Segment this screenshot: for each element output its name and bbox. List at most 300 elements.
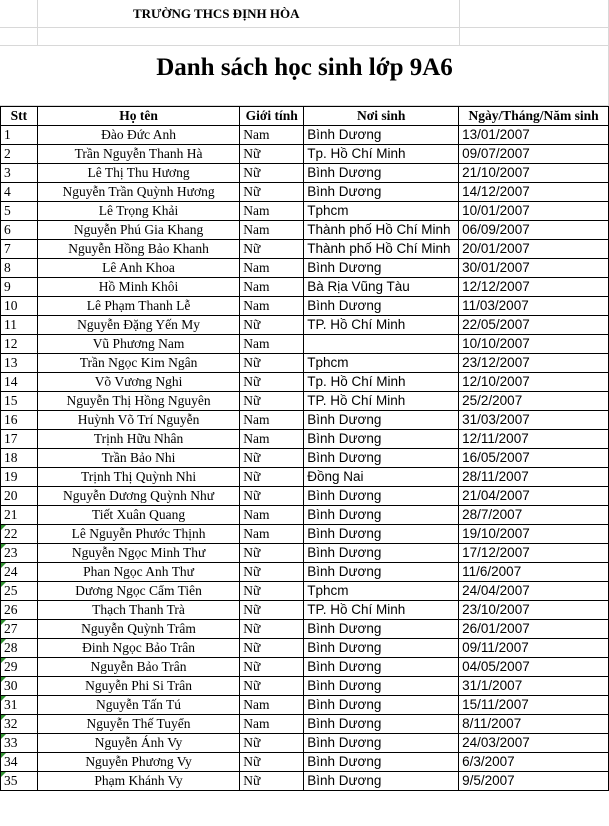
cell-birthplace[interactable]: [304, 487, 459, 506]
cell-gender[interactable]: [240, 753, 304, 772]
header-gender[interactable]: Giới tính: [240, 107, 304, 126]
cell-stt[interactable]: [1, 316, 38, 335]
cell-birthplace[interactable]: [304, 259, 459, 278]
cell-dob[interactable]: [459, 753, 609, 772]
cell-dob[interactable]: [459, 772, 609, 791]
header-birthplace[interactable]: Nơi sinh: [304, 107, 459, 126]
cell-dob[interactable]: [459, 677, 609, 696]
cell-birthplace[interactable]: [304, 506, 459, 525]
cell-name-text: Nguyễn Phương Vy: [85, 754, 192, 769]
cell-gender[interactable]: [240, 259, 304, 278]
cell-gender-text: Nữ: [243, 165, 261, 180]
cell-stt[interactable]: [1, 563, 38, 582]
cell-name-text: Đinh Ngọc Bảo Trân: [82, 640, 195, 655]
cell-gender[interactable]: [240, 373, 304, 392]
cell-stt[interactable]: [1, 259, 38, 278]
cell-stt[interactable]: [1, 601, 38, 620]
cell-birthplace-text: Bình Dương: [307, 564, 382, 579]
cell-dob-text: 09/07/2007: [462, 146, 530, 161]
cell-gender-text: Nữ: [243, 241, 261, 256]
cell-name[interactable]: [37, 544, 239, 563]
cell-dob[interactable]: [459, 430, 609, 449]
cell-birthplace-text: Thành phố Hồ Chí Minh: [307, 222, 451, 237]
cell-gender[interactable]: [240, 183, 304, 202]
cell-dob-text: 10/10/2007: [462, 336, 530, 351]
cell-dob[interactable]: [459, 563, 609, 582]
cell-birthplace-text: TP. Hồ Chí Minh: [307, 393, 406, 408]
header-dob[interactable]: Ngày/Tháng/Năm sinh: [459, 107, 609, 126]
cell-birthplace[interactable]: [304, 753, 459, 772]
cell-birthplace[interactable]: [304, 468, 459, 487]
cell-gender[interactable]: [240, 677, 304, 696]
cell-gender-text: Nữ: [243, 735, 261, 750]
cell-name[interactable]: [37, 221, 239, 240]
cell-dob[interactable]: [459, 639, 609, 658]
cell-birthplace[interactable]: [304, 525, 459, 544]
cell-gender[interactable]: [240, 354, 304, 373]
cell-birthplace[interactable]: [304, 544, 459, 563]
cell-gender-text: Nữ: [243, 678, 261, 693]
cell-name[interactable]: [37, 696, 239, 715]
cell-stt-text: 9: [4, 279, 11, 294]
cell-dob[interactable]: [459, 202, 609, 221]
cell-gender-text: Nữ: [243, 355, 261, 370]
cell-birthplace[interactable]: [304, 354, 459, 373]
cell-stt-text: 32: [4, 716, 18, 731]
cell-birthplace-text: Bình Dương: [307, 488, 382, 503]
cell-dob[interactable]: [459, 658, 609, 677]
cell-stt-text: 33: [4, 735, 18, 750]
cell-stt-text: 29: [4, 659, 18, 674]
cell-stt[interactable]: [1, 639, 38, 658]
table-row: [1, 715, 609, 734]
cell-gender-text: Nữ: [243, 184, 261, 199]
cell-name[interactable]: [37, 734, 239, 753]
cell-stt[interactable]: [1, 449, 38, 468]
cell-name[interactable]: [37, 563, 239, 582]
cell-birthplace[interactable]: [304, 620, 459, 639]
cell-gender[interactable]: [240, 392, 304, 411]
cell-stt[interactable]: [1, 734, 38, 753]
cell-dob[interactable]: [459, 715, 609, 734]
cell-name[interactable]: [37, 183, 239, 202]
error-indicator-icon[interactable]: [1, 772, 6, 777]
cell-name[interactable]: [37, 506, 239, 525]
cell-gender[interactable]: [240, 601, 304, 620]
cell-birthplace[interactable]: [304, 430, 459, 449]
table-row: [1, 145, 609, 164]
cell-stt[interactable]: [1, 544, 38, 563]
error-indicator-icon[interactable]: [1, 639, 6, 644]
error-indicator-icon[interactable]: [1, 544, 6, 549]
cell-birthplace[interactable]: [304, 677, 459, 696]
cell-dob-text: 20/01/2007: [462, 241, 530, 256]
cell-name[interactable]: [37, 335, 239, 354]
cell-birthplace-text: Bình Dương: [307, 450, 382, 465]
cell-dob-text: 06/09/2007: [462, 222, 530, 237]
cell-dob[interactable]: [459, 449, 609, 468]
table-row: [1, 297, 609, 316]
cell-gender-text: Nữ: [243, 659, 261, 674]
cell-name[interactable]: [37, 202, 239, 221]
cell-stt-text: 35: [4, 773, 18, 788]
cell-stt[interactable]: [1, 487, 38, 506]
cell-name[interactable]: [37, 278, 239, 297]
cell-birthplace-text: Tphcm: [307, 355, 349, 370]
cell-name-text: Trần Bảo Nhi: [101, 450, 176, 465]
table-row: [1, 164, 609, 183]
cell-stt[interactable]: [1, 335, 38, 354]
cell-dob[interactable]: [459, 601, 609, 620]
cell-birthplace[interactable]: [304, 373, 459, 392]
cell-stt-text: 16: [4, 412, 18, 427]
cell-stt[interactable]: [1, 221, 38, 240]
cell-stt[interactable]: [1, 525, 38, 544]
list-title: Danh sách học sinh lớp 9A6: [156, 54, 453, 81]
cell-name[interactable]: [37, 316, 239, 335]
cell-dob[interactable]: [459, 145, 609, 164]
cell-stt[interactable]: [1, 164, 38, 183]
cell-name[interactable]: [37, 715, 239, 734]
cell-stt[interactable]: [1, 715, 38, 734]
cell-stt[interactable]: [1, 468, 38, 487]
cell-gender[interactable]: [240, 639, 304, 658]
cell-stt[interactable]: [1, 126, 38, 145]
cell-name-text: Võ Vương Nghi: [94, 374, 183, 389]
cell-stt-text: 20: [4, 488, 18, 503]
cell-stt-text: 34: [4, 754, 18, 769]
cell-gender[interactable]: [240, 506, 304, 525]
cell-name[interactable]: [37, 639, 239, 658]
cell-dob[interactable]: [459, 278, 609, 297]
header-name[interactable]: Họ tên: [37, 107, 239, 126]
cell-birthplace[interactable]: [304, 639, 459, 658]
table-row: [1, 354, 609, 373]
cell-birthplace-text: Bình Dương: [307, 165, 382, 180]
cell-gender-text: Nữ: [243, 545, 261, 560]
table-row: [1, 240, 609, 259]
cell-dob[interactable]: [459, 582, 609, 601]
table-row: [1, 468, 609, 487]
cell-dob-text: 17/12/2007: [462, 545, 530, 560]
cell-birthplace-text: Đồng Nai: [307, 469, 364, 484]
cell-gender[interactable]: [240, 715, 304, 734]
cell-gender[interactable]: [240, 164, 304, 183]
cell-stt-text: 18: [4, 450, 18, 465]
cell-stt[interactable]: [1, 677, 38, 696]
cell-stt[interactable]: [1, 430, 38, 449]
cell-name-text: Nguyễn Trần Quỳnh Hương: [62, 184, 215, 199]
cell-dob-text: 13/01/2007: [462, 127, 530, 142]
cell-birthplace[interactable]: [304, 240, 459, 259]
cell-gender[interactable]: [240, 772, 304, 791]
cell-name[interactable]: [37, 468, 239, 487]
cell-stt[interactable]: [1, 696, 38, 715]
cell-birthplace[interactable]: [304, 772, 459, 791]
sheet-row-1: [0, 0, 609, 28]
cell-name[interactable]: [37, 411, 239, 430]
student-table: [0, 106, 609, 791]
cell-gender[interactable]: [240, 563, 304, 582]
cell-name[interactable]: [37, 145, 239, 164]
cell-name[interactable]: [37, 620, 239, 639]
cell-name[interactable]: [37, 259, 239, 278]
cell-dob[interactable]: [459, 373, 609, 392]
cell-stt[interactable]: [1, 620, 38, 639]
error-indicator-icon[interactable]: [1, 658, 6, 663]
cell-gender-text: Nữ: [243, 564, 261, 579]
cell-gender[interactable]: [240, 620, 304, 639]
cell-dob[interactable]: [459, 487, 609, 506]
cell-stt-text: 23: [4, 545, 18, 560]
cell-dob-text: 23/12/2007: [462, 355, 530, 370]
error-indicator-icon[interactable]: [1, 563, 6, 568]
cell-gender-text: Nữ: [243, 640, 261, 655]
cell-stt-text: 15: [4, 393, 18, 408]
cell-gender[interactable]: [240, 696, 304, 715]
cell-gender-text: Nam: [243, 697, 270, 712]
cell-birthplace-text: Bình Dương: [307, 507, 382, 522]
cell-name-text: Vũ Phương Nam: [92, 336, 185, 351]
cell-name-text: Phạm Khánh Vy: [94, 773, 183, 788]
table-row: [1, 126, 609, 145]
cell-name-text: Trịnh Thị Quỳnh Nhi: [80, 469, 197, 484]
cell-name[interactable]: [37, 487, 239, 506]
cell-stt[interactable]: [1, 354, 38, 373]
cell-name[interactable]: [37, 354, 239, 373]
table-row: [1, 696, 609, 715]
cell-gender[interactable]: [240, 126, 304, 145]
cell-stt[interactable]: [1, 658, 38, 677]
cell-name-text: Trần Nguyễn Thanh Hà: [74, 146, 203, 161]
cell-gender-text: Nam: [243, 336, 270, 351]
cell-birthplace[interactable]: [304, 278, 459, 297]
cell-gender[interactable]: [240, 145, 304, 164]
cell-stt[interactable]: [1, 145, 38, 164]
cell-name[interactable]: [37, 392, 239, 411]
cell-birthplace[interactable]: [304, 202, 459, 221]
cell-stt[interactable]: [1, 753, 38, 772]
cell-dob-text: 22/05/2007: [462, 317, 530, 332]
cell-dob[interactable]: [459, 221, 609, 240]
cell-birthplace[interactable]: [304, 392, 459, 411]
cell-gender-text: Nam: [243, 222, 270, 237]
cell-gender-text: Nữ: [243, 621, 261, 636]
table-row: [1, 392, 609, 411]
cell-birthplace-text: Tp. Hồ Chí Minh: [307, 146, 406, 161]
cell-name[interactable]: [37, 525, 239, 544]
cell-name-text: Nguyễn Tấn Tú: [96, 697, 182, 712]
cell-gender-text: Nữ: [243, 754, 261, 769]
table-row: [1, 772, 609, 791]
cell-birthplace[interactable]: [304, 715, 459, 734]
cell-birthplace-text: TP. Hồ Chí Minh: [307, 602, 406, 617]
cell-gender[interactable]: [240, 734, 304, 753]
cell-gender[interactable]: [240, 221, 304, 240]
cell-dob-text: 25/2/2007: [462, 393, 523, 408]
cell-birthplace-text: Bình Dương: [307, 260, 382, 275]
cell-gender[interactable]: [240, 468, 304, 487]
cell-dob-text: 09/11/2007: [462, 640, 529, 655]
cell-dob-text: 30/01/2007: [462, 260, 530, 275]
cell-birthplace[interactable]: [304, 316, 459, 335]
cell-stt-text: 12: [4, 336, 18, 351]
cell-dob-text: 12/10/2007: [462, 374, 530, 389]
cell-birthplace-text: Bà Rịa Vũng Tàu: [307, 279, 410, 294]
cell-name[interactable]: [37, 240, 239, 259]
cell-stt[interactable]: [1, 506, 38, 525]
cell-birthplace[interactable]: [304, 145, 459, 164]
cell-name-text: Nguyễn Phú Gia Khang: [73, 222, 204, 237]
cell-dob[interactable]: [459, 620, 609, 639]
cell-birthplace[interactable]: [304, 126, 459, 145]
header-stt[interactable]: Stt: [1, 107, 38, 126]
cell-name[interactable]: [37, 601, 239, 620]
cell-stt[interactable]: [1, 392, 38, 411]
cell-dob[interactable]: [459, 696, 609, 715]
table-row: [1, 601, 609, 620]
cell-stt[interactable]: [1, 373, 38, 392]
cell-birthplace-text: Bình Dương: [307, 678, 382, 693]
cell-birthplace[interactable]: [304, 734, 459, 753]
cell-dob[interactable]: [459, 183, 609, 202]
cell-birthplace[interactable]: [304, 582, 459, 601]
cell-gender-text: Nữ: [243, 146, 261, 161]
cell-birthplace[interactable]: [304, 164, 459, 183]
cell-dob[interactable]: [459, 240, 609, 259]
cell-birthplace[interactable]: [304, 563, 459, 582]
table-row: [1, 544, 609, 563]
cell-gender[interactable]: [240, 430, 304, 449]
cell-dob[interactable]: [459, 734, 609, 753]
cell-birthplace[interactable]: [304, 335, 459, 354]
cell-gender[interactable]: [240, 487, 304, 506]
cell-birthplace-text: Tphcm: [307, 203, 349, 218]
cell-name[interactable]: [37, 449, 239, 468]
cell-gender[interactable]: [240, 525, 304, 544]
error-indicator-icon[interactable]: [1, 620, 6, 625]
cell-birthplace-text: Bình Dương: [307, 640, 382, 655]
cell-gender[interactable]: [240, 582, 304, 601]
error-indicator-icon[interactable]: [1, 582, 6, 587]
cell-gender[interactable]: [240, 335, 304, 354]
cell-gender[interactable]: [240, 544, 304, 563]
cell-stt-text: 8: [4, 260, 11, 275]
cell-gender[interactable]: [240, 240, 304, 259]
cell-gender[interactable]: [240, 278, 304, 297]
table-row: [1, 753, 609, 772]
cell-name-text: Tiết Xuân Quang: [91, 507, 186, 522]
cell-name[interactable]: [37, 677, 239, 696]
cell-name[interactable]: [37, 582, 239, 601]
cell-gender[interactable]: [240, 202, 304, 221]
cell-dob[interactable]: [459, 164, 609, 183]
error-indicator-icon[interactable]: [1, 525, 6, 530]
cell-stt-text: 19: [4, 469, 18, 484]
cell-stt-text: 22: [4, 526, 18, 541]
cell-dob[interactable]: [459, 506, 609, 525]
cell-stt[interactable]: [1, 183, 38, 202]
cell-name-text: Nguyễn Bảo Trân: [90, 659, 187, 674]
error-indicator-icon[interactable]: [1, 734, 6, 739]
table-row: [1, 259, 609, 278]
cell-dob[interactable]: [459, 544, 609, 563]
sheet-row-2: [0, 28, 609, 46]
cell-dob[interactable]: [459, 126, 609, 145]
cell-dob[interactable]: [459, 411, 609, 430]
cell-name[interactable]: [37, 772, 239, 791]
cell-name[interactable]: [37, 373, 239, 392]
cell-birthplace[interactable]: [304, 696, 459, 715]
cell-dob[interactable]: [459, 354, 609, 373]
cell-dob-text: 31/03/2007: [462, 412, 530, 427]
cell-dob-text: 23/10/2007: [462, 602, 530, 617]
cell-dob[interactable]: [459, 335, 609, 354]
cell-name[interactable]: [37, 753, 239, 772]
cell-name-text: Lê Nguyễn Phước Thịnh: [71, 526, 206, 541]
cell-dob[interactable]: [459, 392, 609, 411]
cell-birthplace-text: Tp. Hồ Chí Minh: [307, 374, 406, 389]
cell-gender[interactable]: [240, 316, 304, 335]
cell-dob[interactable]: [459, 525, 609, 544]
cell-name[interactable]: [37, 297, 239, 316]
cell-gender[interactable]: [240, 658, 304, 677]
cell-birthplace[interactable]: [304, 183, 459, 202]
cell-name[interactable]: [37, 126, 239, 145]
cell-stt[interactable]: [1, 297, 38, 316]
cell-name[interactable]: [37, 164, 239, 183]
cell-stt-text: 25: [4, 583, 18, 598]
cell-birthplace[interactable]: [304, 658, 459, 677]
cell-dob[interactable]: [459, 297, 609, 316]
error-indicator-icon[interactable]: [1, 696, 6, 701]
cell-stt[interactable]: [1, 582, 38, 601]
cell-birthplace[interactable]: [304, 601, 459, 620]
cell-gender[interactable]: [240, 297, 304, 316]
cell-stt[interactable]: [1, 202, 38, 221]
cell-gender-text: Nữ: [243, 317, 261, 332]
cell-gender[interactable]: [240, 449, 304, 468]
cell-stt[interactable]: [1, 278, 38, 297]
cell-dob[interactable]: [459, 259, 609, 278]
cell-dob[interactable]: [459, 316, 609, 335]
cell-name[interactable]: [37, 430, 239, 449]
cell-birthplace-text: Tphcm: [307, 583, 349, 598]
cell-birthplace[interactable]: [304, 449, 459, 468]
cell-birthplace[interactable]: [304, 411, 459, 430]
cell-gender-text: Nữ: [243, 773, 261, 788]
table-row: [1, 449, 609, 468]
cell-gender-text: Nam: [243, 507, 270, 522]
cell-stt[interactable]: [1, 772, 38, 791]
cell-name[interactable]: [37, 658, 239, 677]
cell-stt[interactable]: [1, 240, 38, 259]
cell-stt-text: 7: [4, 241, 11, 256]
cell-birthplace-text: Bình Dương: [307, 298, 382, 313]
cell-birthplace-text: Bình Dương: [307, 659, 382, 674]
cell-birthplace[interactable]: [304, 221, 459, 240]
table-row: [1, 506, 609, 525]
error-indicator-icon[interactable]: [1, 677, 6, 682]
cell-birthplace[interactable]: [304, 297, 459, 316]
cell-stt-text: 26: [4, 602, 18, 617]
error-indicator-icon[interactable]: [1, 753, 6, 758]
cell-birthplace-text: Bình Dương: [307, 697, 382, 712]
error-indicator-icon[interactable]: [1, 715, 6, 720]
cell-gender[interactable]: [240, 411, 304, 430]
cell-dob[interactable]: [459, 468, 609, 487]
cell-stt[interactable]: [1, 411, 38, 430]
